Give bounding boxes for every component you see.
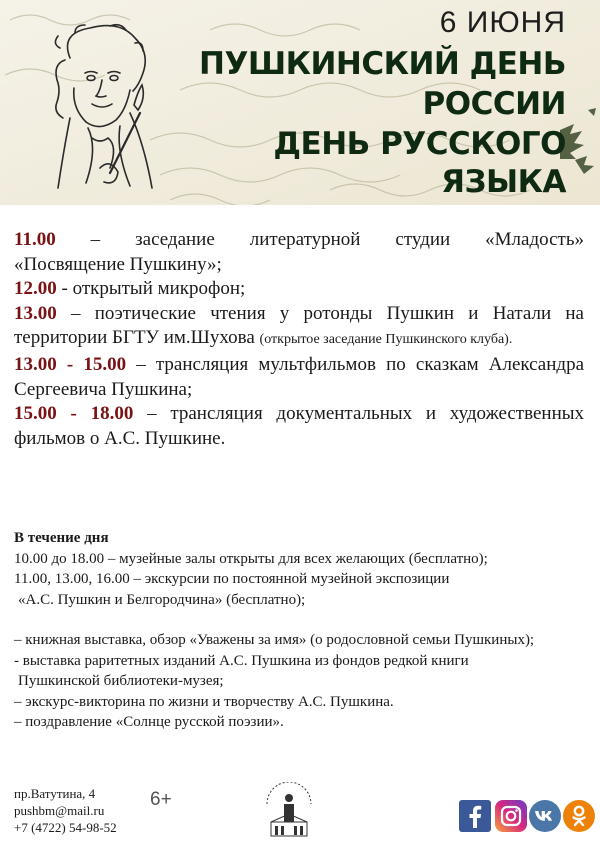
- odnoklassniki-icon[interactable]: [563, 800, 595, 832]
- during-day-heading: В течение дня: [14, 530, 109, 546]
- phone-number: +7 (4722) 54-98-52: [14, 820, 117, 835]
- vk-icon[interactable]: [529, 800, 561, 832]
- event-line: - выставка раритетных изданий А.С. Пушкина из фондов редкой книги: [14, 652, 469, 669]
- event-line: – поздравление «Солнце русской поэзии».: [14, 714, 284, 730]
- program-schedule: [14, 228, 584, 451]
- day-line: 11.00, 13.00, 16.00 – экскурсии по постоянной музейной экспозиции: [14, 571, 450, 587]
- age-rating-badge: 6+: [150, 789, 172, 810]
- title-line-3: ДЕНЬ РУССКОГО: [273, 126, 566, 162]
- contact-info: [14, 785, 117, 836]
- program-note: (открытое заседание Пушкинского клуба).: [259, 332, 513, 348]
- program-text: «Посвящение Пушкину»;: [14, 253, 222, 275]
- email-link[interactable]: pushbm@mail.ru: [14, 803, 105, 818]
- title-line-2: РОССИИ: [422, 86, 566, 122]
- program-text: Сергеевича Пушкина;: [14, 378, 193, 400]
- program-time: 12.00: [14, 278, 57, 300]
- program-time: 13.00: [14, 302, 57, 324]
- address: пр.Ватутина, 4: [14, 786, 96, 801]
- instagram-icon[interactable]: [495, 800, 527, 832]
- program-text: – трансляция документальных и художественных: [147, 403, 584, 425]
- day-line: «А.С. Пушкин и Белгородчина» (бесплатно);: [18, 591, 306, 608]
- program-item: [14, 402, 584, 451]
- program-text: территории БГТУ им.Шухова: [14, 327, 255, 349]
- during-day-section: [14, 528, 594, 733]
- program-time: 11.00: [14, 229, 56, 250]
- event-line: – книжная выставка, обзор «Уважены за имя» (о родословной семьи Пушкиных);: [14, 632, 535, 648]
- title-line-4: ЯЗЫКА: [441, 164, 566, 200]
- program-time: 13.00 - 15.00: [14, 353, 127, 375]
- header-banner: [0, 0, 600, 205]
- event-line: – экскурс-викторина по жизни и творчеству А.С. Пушкина.: [14, 693, 394, 710]
- program-text: – поэтические чтения у ротонды Пушкин и Натали на: [70, 302, 584, 324]
- day-line: 10.00 до 18.00 – музейные залы открыты для всех желающих (бесплатно);: [14, 550, 488, 567]
- program-time: 15.00 - 18.00: [14, 403, 134, 425]
- program-text: фильмов о А.С. Пушкине.: [14, 427, 226, 449]
- title-line-1: ПУШКИНСКИЙ ДЕНЬ: [199, 46, 566, 82]
- facebook-icon[interactable]: [459, 800, 491, 832]
- program-item: [14, 353, 584, 402]
- event-date: 6 ИЮНЯ: [439, 6, 566, 39]
- program-text: – заседание литературной студии «Младость»: [90, 229, 585, 250]
- event-line: Пушкинской библиотеки-музея;: [18, 673, 224, 689]
- program-text: – трансляция мультфильмов по сказкам Александра: [136, 353, 584, 375]
- program-item: [14, 302, 584, 353]
- spacer: [14, 610, 594, 630]
- program-text: - открытый микрофон;: [61, 278, 246, 300]
- pushkin-portrait: [30, 18, 180, 193]
- library-museum-logo: [263, 782, 315, 842]
- program-item: [14, 277, 584, 302]
- program-item: [14, 228, 584, 277]
